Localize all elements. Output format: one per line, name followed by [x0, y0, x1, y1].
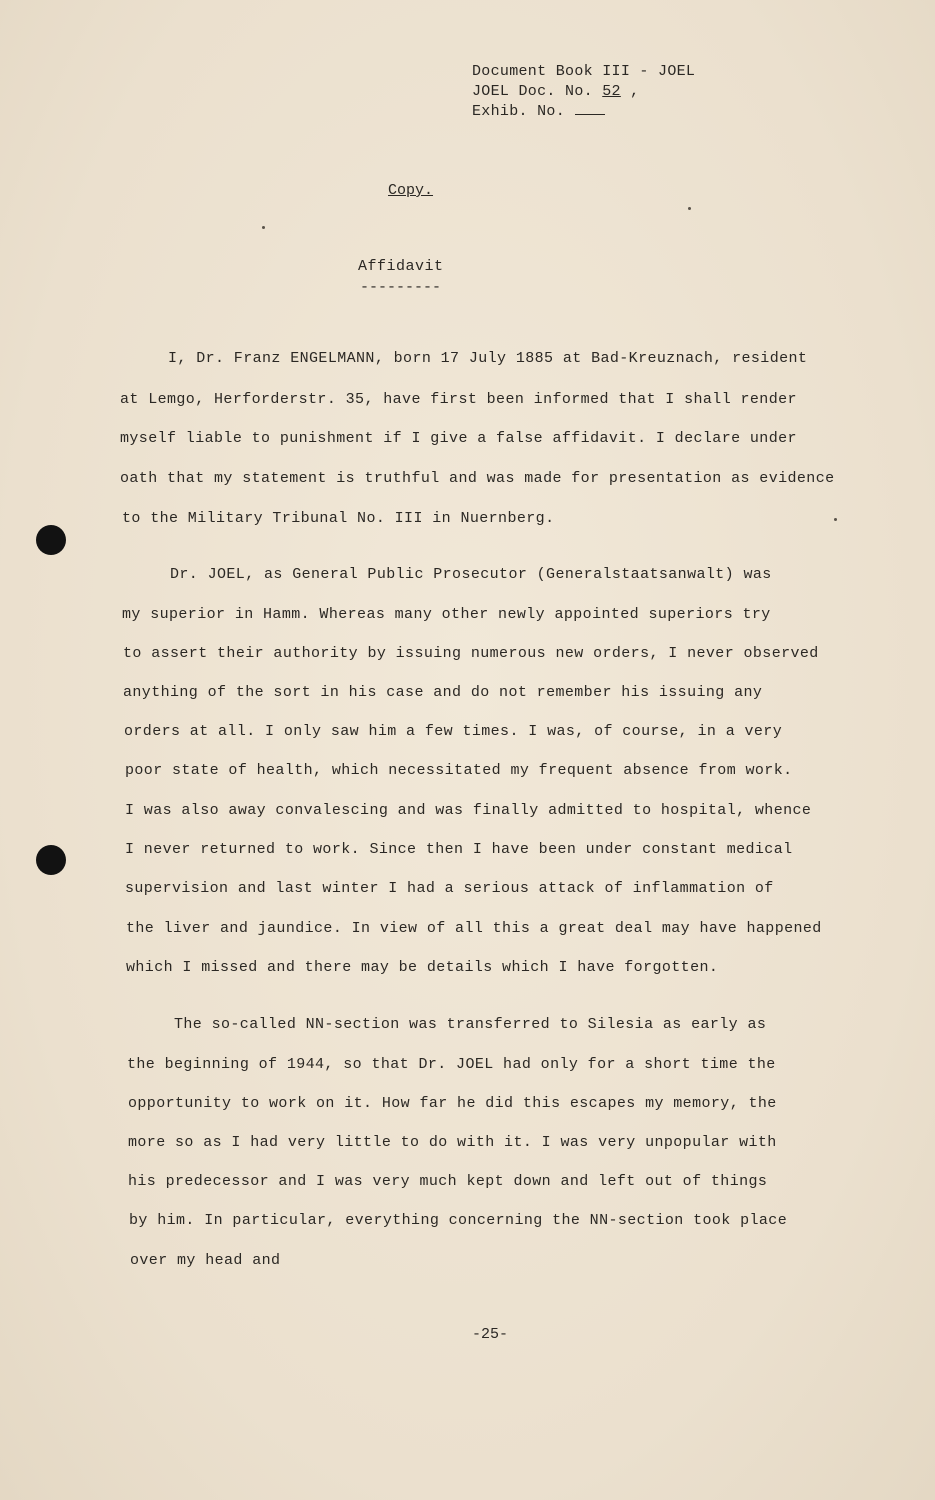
paragraph-line: Dr. JOEL, as General Public Prosecutor (Generalstaatsanwalt) was: [170, 566, 772, 583]
doc-number-line: [472, 82, 695, 102]
title-underline: ---------: [360, 279, 442, 296]
doc-number-suffix: ,: [620, 83, 640, 100]
exhibit-label: Exhib. No.: [472, 103, 566, 120]
paper-speck: [688, 207, 691, 210]
paragraph-line: myself liable to punishment if I give a false affidavit. I declare under: [120, 430, 797, 447]
paragraph-line: orders at all. I only saw him a few times. I was, of course, in a very: [124, 723, 783, 740]
paragraph-line: I never returned to work. Since then I have been under constant medical: [125, 841, 793, 858]
document-book-line: Document Book III - JOEL: [472, 63, 696, 80]
paragraph-line: anything of the sort in his case and do not remember his issuing any: [123, 684, 763, 701]
punch-hole-icon: [36, 845, 66, 875]
paragraph-line: to the Military Tribunal No. III in Nuernberg.: [122, 510, 555, 527]
paragraph-line: supervision and last winter I had a serious attack of inflammation of: [125, 880, 774, 897]
copy-label: Copy.: [388, 182, 434, 199]
paragraph-line: I, Dr. Franz ENGELMANN, born 17 July 1885 at Bad-Kreuznach, resident: [168, 350, 808, 367]
document-header: [472, 62, 695, 122]
doc-number-prefix: JOEL Doc. No.: [472, 83, 603, 100]
affidavit-title: Affidavit: [358, 258, 444, 275]
punch-hole-icon: [36, 525, 66, 555]
paragraph-line: to assert their authority by issuing numerous new orders, I never observed: [123, 645, 819, 662]
paragraph-line: at Lemgo, Herforderstr. 35, have first been informed that I shall render: [120, 391, 797, 408]
paragraph-line: I was also away convalescing and was finally admitted to hospital, whence: [125, 802, 812, 819]
paragraph-line: his predecessor and I was very much kept down and left out of things: [128, 1173, 768, 1190]
paragraph-line: oath that my statement is truthful and was made for presentation as evidence: [120, 470, 835, 487]
paper-speck: [834, 518, 837, 521]
page-number: -25-: [472, 1326, 509, 1343]
paragraph-line: my superior in Hamm. Whereas many other newly appointed superiors try: [122, 606, 771, 623]
paragraph-line: the beginning of 1944, so that Dr. JOEL had only for a short time the: [127, 1056, 776, 1073]
paragraph-line: more so as I had very little to do with it. I was very unpopular with: [128, 1134, 777, 1151]
paragraph-line: the liver and jaundice. In view of all this a great deal may have happened: [126, 920, 822, 937]
doc-number-value: 52: [602, 83, 621, 100]
paragraph-line: opportunity to work on it. How far he did this escapes my memory, the: [128, 1095, 777, 1112]
exhibit-number-line: [472, 102, 695, 122]
paragraph-line: over my head and: [130, 1252, 281, 1269]
exhibit-number-blank: [575, 102, 605, 115]
paragraph-line: poor state of health, which necessitated my frequent absence from work.: [125, 762, 793, 779]
paper-speck: [262, 226, 265, 229]
paragraph-line: which I missed and there may be details which I have forgotten.: [126, 959, 719, 976]
paragraph-line: by him. In particular, everything concerning the NN-section took place: [129, 1212, 788, 1229]
paragraph-line: The so-called NN-section was transferred to Silesia as early as: [174, 1016, 767, 1033]
